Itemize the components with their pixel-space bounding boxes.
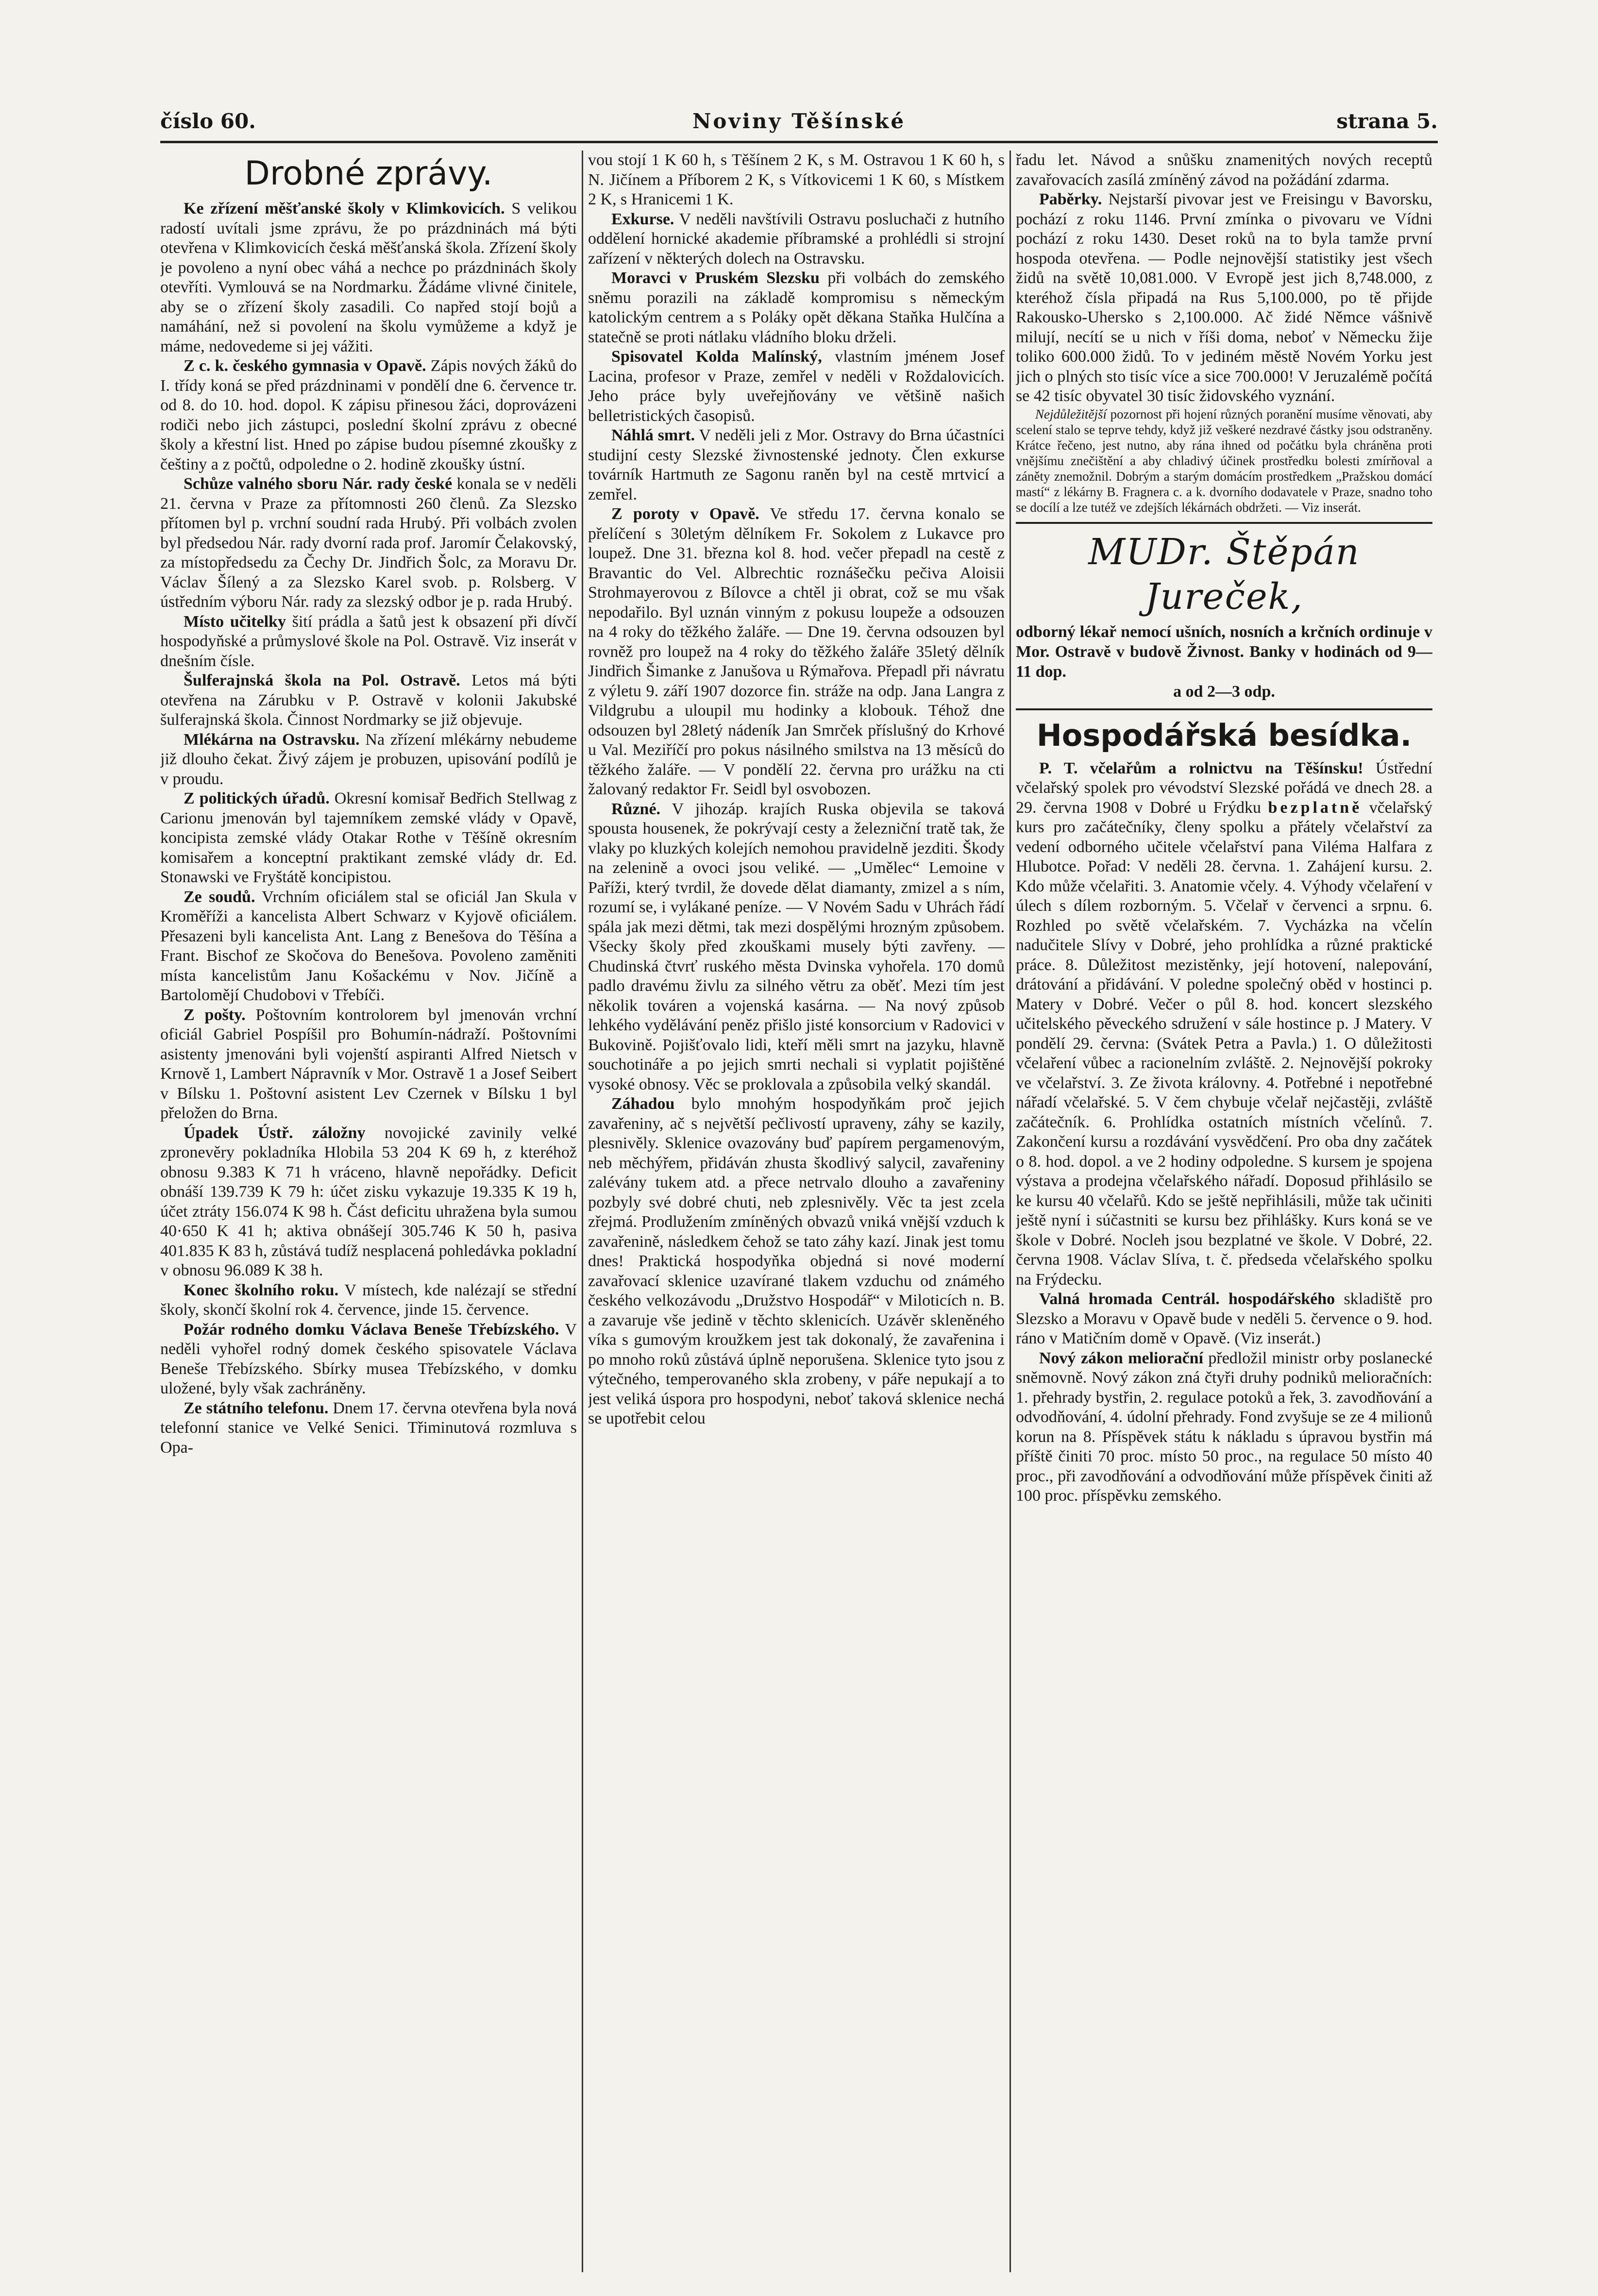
article-paragraph: [160, 1281, 577, 1320]
article-lead: P. T. včelařům a rolnictvu na Těšínsku!: [1039, 759, 1363, 777]
article-text: Ve středu 17. června konalo se přelíčení s 30letým dělníkem Fr. Sokolem z Lukavce pro loupež. Dne 31. března kol 8. hod. večer přepadl na cestě z Bravantic do Vel. Albrechtic roznášečku pečiva Aloisii Strohmayerovou z Bílovce a chtěl ji obrat, což se mu však nepodařilo. Byl uznán vinným z pokusu loupeže a odsouzen na 4 roky do těžkého žaláře. — Dne 19. června odsouzen byl rovněž pro loupež na 4 roky do těžkého žaláře 35letý dělník Jindřich Šimanke z Janušova u Rýmařova. Přepadl při návratu z výletu 9. září 1907 dozorce fin. stráže na odp. Jana Langra z Vildgrubu a uloupil mu hodinky a klobouk. Téhož dne odsouzen byl 28letý nádeník Jan Smrček příslušný do Krhové u Val. Meziříčí pro pokus násilného smilstva na 13 měsíců do těžkého žaláře. — V pondělí 22. června pro urážku na cti žalovaný redaktor Fr. Seidl byl osvobozen.: [588, 505, 1005, 798]
column-2: [588, 151, 1005, 2272]
article-lead: Ze státního telefonu.: [184, 1399, 329, 1417]
article-paragraph: [588, 210, 1005, 269]
article-paragraph: [160, 888, 577, 1006]
article-emphasis: bezplatně: [1268, 798, 1363, 817]
ad-line-2: a od 2—3 odp.: [1173, 682, 1275, 701]
article-list: [588, 151, 1005, 1429]
article-paragraph: [160, 1006, 577, 1123]
article-paragraph: [588, 800, 1005, 1095]
article-paragraph: [1016, 1290, 1432, 1349]
article-lead: Šulferajnská škola na Pol. Ostravě.: [184, 671, 460, 689]
article-paragraph: [160, 474, 577, 612]
article-text: Dnem 17. června otevřena byla nová telefonní stanice ve Velké Senici. Třiminutová rozmluva s Opa-: [160, 1399, 577, 1457]
article-lead: Náhlá smrt.: [611, 426, 695, 444]
article-paragraph: [160, 1399, 577, 1458]
article-paragraph: [1016, 759, 1432, 1290]
article-lead: Různé.: [611, 800, 661, 818]
divider: [1016, 708, 1432, 710]
article-text: Nejstarší pivovar jest ve Freisingu v Bavorsku, pochází z roku 1146. První zmínka o pivovaru ve Vídni pochází z roku 1430. Deset roků na to byla tamže první hospoda otevřena. — Podle nejnovější statistiky jest všech židů na světě 10,081.000. V Evropě jest jich 8,748.000, z kteréhož čísla připadá na Rus 5,100.000, po tě přijde Rakousko-Uhersko s 2,100.000. Ač židé Němce vášnivě milují, necítí se u nich v říši doma, neboť v Německu žije toliko 600.000 židů. To v jediném městě Novém Yorku jest jich o plných sto tisíc více a sice 700.000! V Jeruzalémě počítá se 42 tisíc obyvatel 30 tisíc židovského vyznání.: [1016, 190, 1432, 405]
article-lead: Exkurse.: [611, 210, 674, 228]
article-paragraph: [160, 730, 577, 789]
article-lead: Z poroty v Opavě.: [611, 505, 759, 523]
section-title-drobne-zpravy: Drobné zprávy.: [244, 154, 493, 193]
article-lead: Záhadou: [611, 1095, 675, 1113]
column-3: [1016, 151, 1432, 2272]
article-paragraph: [1016, 151, 1432, 190]
article-paragraph: [160, 1320, 577, 1399]
article-paragraph: [160, 1123, 577, 1281]
article-text: V místech, kde nalézají se střední školy, skončí školní rok 4. července, jinde 15. července.: [160, 1281, 577, 1319]
page-header: [160, 109, 1438, 138]
article-paragraph: [588, 268, 1005, 347]
article-lead: Místo učitelky: [184, 612, 286, 631]
article-lead: Z c. k. českého gymnasia v Opavě.: [184, 357, 426, 375]
article-text: řadu let. Návod a snůšku znamenitých nových receptů zavařovacích zasílá zmíněný závod na požádání zdarma.: [1016, 151, 1432, 189]
article-paragraph: [588, 1094, 1005, 1429]
article-paragraph: [588, 504, 1005, 800]
notice-text: pozornost při hojení různých poranění musíme věnovati, aby scelení stalo se teprve tehdy, když již veškeré nezdravé částky jsou odstraněny. Krátce řečeno, jest nutno, aby rána ihned od počátku byla chráněna proti vnějšímu znečištění a aby chladivý účinek prostředku bolesti zmírňoval a záněty znemožnil. Dobrým a starým domácím prostředkem „Pražskou domácí mastí“ z lékárny B. Fragnera c. a k. dvorního dodavatele v Praze, snadno toho se docílí a lze tutéž ve zdejších lékárnách obdržeti. — Viz inserát.: [1016, 406, 1432, 515]
article-paragraph: [1016, 190, 1432, 406]
page-number: strana 5.: [1336, 109, 1438, 133]
article-lead: Moravci v Pruském Slezsku: [611, 269, 820, 287]
article-lead: Požár rodného domku Václava Beneše Třebízského.: [184, 1320, 559, 1339]
article-text: Letos má býti otevřena na Zárubku v P. Ostravě v kolonii Jakubské šulferajnská škola. Činnost Nordmarky se již objevuje.: [160, 671, 577, 729]
header-rule: [160, 141, 1438, 143]
column-rule: [1009, 151, 1011, 2272]
article-text: Zápis nových žáků do I. třídy koná se před prázdninami v pondělí dne 6. července tr. od 8. do 10. hod. dopol. K zápisu přinesou žáci, doprovázeni rodiči nebo jich zástupci, poslední školní zprávu z obecné školy a křestní list. Hned po zápise budou písemné zkoušky z češtiny a z počtů, odpoledne o 2. hodině zkoušky ústní.: [160, 357, 577, 473]
article-text: Ústřední včelařský spolek pro vévodství Slezské pořádá ve dnech 28. a 29. června 1908 v Dobré u Frýdku: [1016, 759, 1432, 817]
issue-number: číslo 60.: [160, 109, 256, 133]
article-lead: Z politických úřadů.: [184, 789, 330, 807]
article-text: šití prádla a šatů jest k obsazení při dívčí hospodyňské a průmyslové škole na Pol. Ostravě. Viz inserát v dnešním čísle.: [160, 612, 577, 670]
article-lead: Schůze valného sboru Nár. rady české: [184, 475, 453, 493]
article-lead: Nový zákon meliorační: [1039, 1349, 1204, 1367]
article-lead: Paběrky.: [1039, 190, 1102, 208]
column-rule: [582, 151, 583, 2272]
article-text: V jihozáp. krajích Ruska objevila se taková spousta housenek, že pokrývají cesty a železniční tratě tak, že vlaky po kluzkých kolejích nemohou pravidelně jezditi. Škody na zelenině a ovoci jsou veliké. — „Umělec“ Lemoine v Paříži, který tvrdil, že dovede dělat diamanty, zmizel a s ním, rozumí se, i vylákané peníze. — V Novém Sadu v Uhrách řádí spála jak mezi dětmi, tak mezi dospělými hrozným způsobem. Všecky školy před zkouškami musely býti zavřeny. — Chudinská čtvrť ruského města Dvinska vyhořela. 170 domů padlo dravému živlu za silného větru za oběť. Mezi tím jest několik továren a vojenská kasárna. — Na nový způsob lehkého vydělávání peněz přišlo jisté konsorcium v Radovici v Bukovině. Pojišťovalo lidi, kteří měli smrt na jazyku, hlavně souchotináře a po jejich smrti nechali si vyplatit pojištěné vysoké obnosy. Věc se proklovala a způsobila velký skandál.: [588, 800, 1005, 1093]
article-lead: Ke zřízení měšťanské školy v Klimkovicích.: [184, 200, 505, 218]
article-text: V neděli jeli z Mor. Ostravy do Brna účastníci studijní cesty Slezské živnostenské jednoty. Člen exkurse továrník Hartmuth ze Sagonu raněn byl na cestě mrtvicí a zemřel.: [588, 426, 1005, 503]
ad-doctor-name: MUDr. Štěpán Jureček,: [1088, 531, 1360, 618]
article-text: vlastním jménem Josef Lacina, profesor v Praze, zemřel v neděli v Roždalovicích. Jeho práce byly uveřejňovány ve většině našich belletristických časopisů.: [588, 348, 1005, 425]
article-text: při volbách do zemského sněmu porazili na základě kompromisu s německým katolickým centrem a s Poláky opět děkana Staňka Hulčína a statečně se proti nátlaku vládního bloku drželi.: [588, 269, 1005, 346]
notice-small-print: [1016, 406, 1432, 515]
article-lead: Ze soudů.: [184, 888, 255, 906]
article-paragraph: [588, 347, 1005, 426]
article-text: novojické zavinily velké zpronevěry pokladníka Hlobila 53 204 K 69 h, z kteréhož obnosu 9.383 K 71 h vráceno, hlavně nepořádky. Deficit obnáší 139.739 K 79 h: účet zisku vykazuje 19.335 K 19 h, účet ztráty 156.074 K 98 h. Část deficitu uhražena byla sumou 40·650 K 41 h; aktiva obnášejí 305.746 K 50 h, pasiva 401.835 K 83 h, zůstává tudíž nesplacená pohledávka pokladní v obnosu 96.089 K 38 h.: [160, 1123, 577, 1279]
article-list: [1016, 151, 1432, 406]
article-lead: Spisovatel Kolda Malínský,: [611, 348, 822, 366]
article-lead: Z pošty.: [184, 1006, 246, 1024]
newspaper-title: Noviny Těšínské: [692, 109, 906, 133]
article-text: Poštovním kontrolorem byl jmenován vrchní oficiál Gabriel Pospíšil pro Bohumín-nádraží. Poštovními asistenty jmenováni byli vojenští aspiranti Alfred Nietsch v Krnově 1, Lambert Nápravník v Mor. Ostravě 1 a Josef Seibert v Bílsku 1. Poštovní asistent Lev Czernek v Bílsku 1 byl přeložen do Brna.: [160, 1006, 577, 1122]
article-lead: Valná hromada Centrál. hospodářského: [1039, 1290, 1335, 1308]
article-paragraph: [1016, 1349, 1432, 1506]
article-paragraph: [160, 199, 577, 356]
article-text: konala se v neděli 21. června v Praze za přítomnosti 260 členů. Za Slezsko přítomen byl p. vrchní soudní rada Hrubý. Při volbách zvolen byl předsedou Nár. rady dvorní rada prof. Jaromír Čelakovský, za místopředsedu za Čechy Dr. Jindřich Šolc, za Moravu Dr. Václav Šílený a za Slezsko Karel svob. p. Rolsberg. V ústředním výboru Nár. rady za slezský odbor je p. rada Hrubý.: [160, 475, 577, 611]
article-text: Na zřízení mlékárny nebudeme již dlouho čekat. Živý zájem je probuzen, upisování podílů je v proudu.: [160, 730, 577, 788]
article-list: [1016, 759, 1432, 1506]
article-lead: Mlékárna na Ostravsku.: [184, 730, 360, 749]
article-paragraph: [160, 612, 577, 671]
divider: [1016, 522, 1432, 524]
article-text: vou stojí 1 K 60 h, s Těšínem 2 K, s M. Ostravou 1 K 60 h, s N. Jičínem a Příborem 2 K, s Vítkovicemi 1 K 60, s Místkem 2 K, s Hranicemi 1 K.: [588, 151, 1005, 208]
article-list: [160, 199, 577, 1458]
column-1: [160, 151, 577, 2272]
article-text: V neděli vyhořel rodný domek českého spisovatele Václava Beneše Třebízského. Sbírky musea Třebízského, v domku uložené, byly však zachráněny.: [160, 1320, 577, 1397]
article-text: včelařský kurs pro začátečníky, členy spolku a přátely včelařství za vedení odborného učitele včelařství pana Viléma Halfara z Hlubotce. Pořad: V neděli 28. června. 1. Zahájení kursu. 2. Kdo může včelařiti. 3. Anatomie včely. 4. Výhody včelaření v úlech s dílem rozborným. 5. Včelař v červenci a srpnu. 6. Rozhled po světě včelařském. 7. Vycházka na včelín nadučitele Slívy v Dobré, jeho prohlídka a různé praktické práce. 8. Důležitost mezistěnky, její hotovení, nalepování, drátování a přidávání. V poledne společný oběd v hostinci p. Matery v Dobré. Večer o půl 8. hod. koncert slezského učitelského pěveckého sdružení v sále hostince p. J Matery. V pondělí 29. června: (Svátek Petra a Pavla.) 1. O důležitosti včelaření vůbec a racionelním zvláště. 2. Nejnovější pokroky ve včelařství. 3. Ze života královny. 4. Potřebné i nepotřebné nářadí včelařské. 5. V čem chybuje včelař nejčastěji, zvláště začátečník. 6. Prohlídka ostatních místních včelínů. 7. Zakončení kursu a rozdávání vysvědčení. Pro oba dny začátek o 8. hod. dopol. a ve 2 hodiny odpoledne. S kursem je spojena výstava a prodejna včelařského nářadí. Doposud přihlásilo se ke kursu 40 včelařů. Kdo se ještě nepřihlásili, může tak učiniti ještě nyní i súčastniti se kursu bez přihlášky. Kurs koná se ve škole v Dobré. Nocleh jsou bezplatné ve škole. V Dobré, 22. června 1908. Václav Slíva, t. č. předseda včelařského spolku na Frýdecku.: [1016, 798, 1432, 1289]
article-text: předložil ministr orby poslanecké sněmovně. Nový zákon zná čtyři druhy podniků melioračních: 1. přehrady bystřin, 2. regulace potoků a řek, 3. zavodňování a odvodňování, 4. údolní přehrady. Fond zvyšuje se ze 4 milionů korun na 8. Příspěvek státu k nákladu s úpravou bystřin má příště činiti 70 proc. místo 50 proc., na regulace 50 místo 40 proc., při zavodňování a odvodňování může příspěvek činiti až 100 proc. příspěvku zemského.: [1016, 1349, 1432, 1505]
section-title-hospodarska-besidka: Hospodářská besídka.: [1036, 717, 1412, 753]
article-text: Okresní komisař Bedřich Stellwag z Carionu jmenován byl tajemníkem zemské vlády v Opavě, koncipista zemské vlády Otakar Rothe v Těšíně okresním komisařem a konceptní praktikant zemské vlády dr. Ed. Stonawski ve Fryštátě koncipistou.: [160, 789, 577, 886]
article-paragraph: [160, 356, 577, 474]
article-lead: Konec školního roku.: [184, 1281, 339, 1299]
ad-line-1: odborný lékař nemocí ušních, nosních a krčních ordinuje v Mor. Ostravě v budově Živnost. Banky v hodinách od 9—11 dop.: [1016, 622, 1432, 681]
article-paragraph: [588, 151, 1005, 210]
article-text: skladiště pro Slezsko a Moravu v Opavě bude v neděli 5. července o 9. hod. ráno v Matičním domě v Opavě. (Viz inserát.): [1016, 1290, 1432, 1347]
article-text: S velikou radostí uvítali jsme zprávu, že po prázdninách má býti otevřena v Klimkovicích česká měšťanská škola. Zřízení školy je povoleno a nyní obec váhá a nechce po prázdninách školy otevříti. Vymlouvá se na Nordmarku. Žádáme vlivné činitele, aby se o zřízení školy zasadili. Co napřed stojí bojů a namáhání, než si povolení na školu vymůžeme a když je máme, nedovedeme si jej vážiti.: [160, 200, 577, 355]
article-text: bylo mnohým hospodyňkám proč jejich zavařeniny, ač s největší pečlivostí upraveny, záhy se kazily, plesnivěly. Sklenice ovazovány buď papírem pergamenovým, neb měchýřem, přidáván zhusta škodlivý salycil, zavařeniny zalévány tukem atd. a přece netrvalo dlouho a zavařeniny pozbyly své dobré chuti, neb zplesnivěly. Věc ta jest zcela zřejmá. Prodlužením zmíněných obvazů vniká vnější vzduch k zavařenině, následkem čehož se tato záhy kazí. Jinak jest tomu dnes! Praktická hospodyňka objedná si nové moderní zavařovací sklenice uzavírané tlakem vzduchu od známého českého velkozávodu „Družstvo Hospodář“ v Miloticích n. B. a zavaruje vše jedině v těchto sklenicích. Uzávěr skleněného víka s gumovým kroužkem jest tak dokonalý, že zavařenina i po mnoho roků zůstává úplně neporušena. Sklenice tyto jsou z výtečného, temperovaného skla zrobeny, v páře nepukají a to jest veliká úspora pro hospodyni, neboť taková sklenice nechá se upotřebit celou: [588, 1095, 1005, 1427]
advertisement-doctor: [1016, 530, 1432, 702]
ad-body: [1016, 622, 1432, 702]
article-paragraph: [160, 789, 577, 888]
article-text: Vrchním oficiálem stal se oficiál Jan Skula v Kroměříži a kancelista Albert Schwarz v Kyjově oficiálem. Přesazeni byli kancelista Ant. Lang z Benešova do Těšína a Frant. Bischof ze Skočova do Benešova. Povoleno zaměniti místa kancelistům Janu Košackému v Nov. Jičíně a Bartolomějí Chudobovi v Třebíči.: [160, 888, 577, 1004]
article-paragraph: [588, 426, 1005, 504]
article-paragraph: [160, 671, 577, 730]
notice-lead: Nejdůležitější: [1035, 406, 1107, 421]
article-lead: Úpadek Ústř. záložny: [184, 1123, 366, 1142]
article-text: V neděli navštívili Ostravu posluchači z hutního oddělení hornické akademie příbramské a prohlédli si strojní zařízení v některých dolech na Ostravsku.: [588, 210, 1005, 268]
